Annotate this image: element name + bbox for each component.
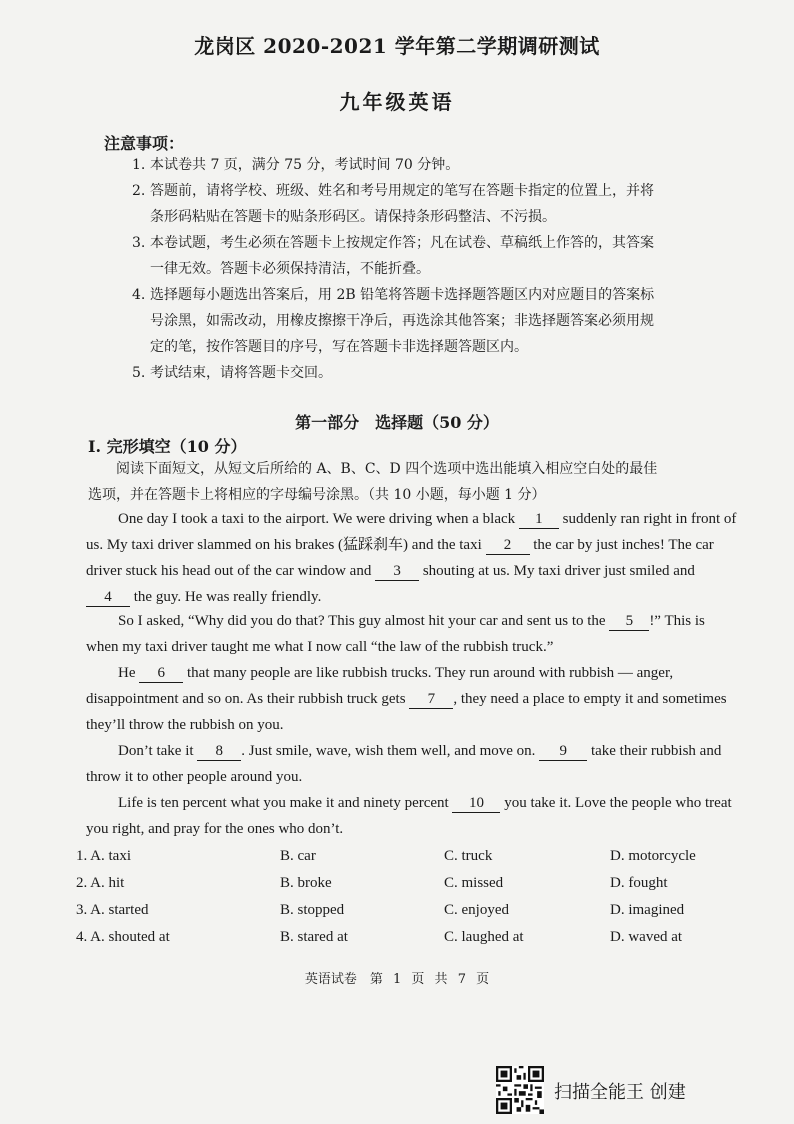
option-c: C. laughed at xyxy=(444,929,524,945)
option-d: D. motorcycle xyxy=(610,848,696,864)
passage-paragraph-5 xyxy=(86,790,738,842)
passage-text: One day I took a taxi to the airport. We were driving when a black xyxy=(118,511,519,527)
passage-text: Don’t take it xyxy=(118,743,198,759)
passage-paragraph-3 xyxy=(86,660,738,738)
notice-item-text: 定的笔，按作答题目的序号，写在答题卡非选择题答题区内。 xyxy=(150,339,528,355)
notice-item-number: 4. xyxy=(132,287,146,303)
passage-paragraph-4 xyxy=(86,738,738,790)
blank-4: 4 xyxy=(86,588,130,607)
blank-9: 9 xyxy=(539,742,587,761)
notice-item-text: 本卷试题，考生必须在答题卡上按规定作答；凡在试卷、草稿纸上作答的，其答案 xyxy=(150,235,654,251)
question-4-options xyxy=(76,929,756,953)
blank-3: 3 xyxy=(375,562,419,581)
blank-6: 6 xyxy=(139,664,183,683)
notice-item-text: 考试结束，请将答题卡交回。 xyxy=(150,365,332,381)
option-c: C. missed xyxy=(444,875,504,891)
question-2-options xyxy=(76,875,756,899)
notice-item-text: 选择题每小题选出答案后，用 2B 铅笔将答题卡选择题答题区内对应题目的答案标 xyxy=(150,287,655,303)
option-c: C. enjoyed xyxy=(444,902,509,918)
notice-item-number: 1. xyxy=(132,157,146,173)
blank-1: 1 xyxy=(519,510,559,529)
notice-item-number: 3. xyxy=(132,235,146,251)
passage-text: the guy. He was really friendly. xyxy=(130,589,322,605)
instructions-line: 阅读下面短文，从短文后所给的 A、B、C、D 四个选项中选出能填入相应空白处的最佳 xyxy=(116,461,658,477)
notice-item-text: 条形码粘贴在答题卡的贴条形码区。请保持条形码整洁、不污损。 xyxy=(150,209,556,225)
notice-item-text: 本试卷共 7 页，满分 75 分，考试时间 70 分钟。 xyxy=(150,157,460,173)
option-a: 4. A. shouted at xyxy=(76,929,170,945)
option-a: 3. A. started xyxy=(76,902,149,918)
option-b: B. stared at xyxy=(280,929,348,945)
notice-item-text: 答题前，请将学校、班级、姓名和考号用规定的笔写在答题卡指定的位置上，并将 xyxy=(150,183,654,199)
passage-text: shouting at us. My taxi driver just smiled and xyxy=(419,563,695,579)
passage-text: suddenly ran right in front of us. My taxi driver slammed on his brakes (猛踩刹车) and the taxi xyxy=(86,511,737,553)
notice-item-text: 一律无效。答题卡必须保持清洁，不能折叠。 xyxy=(150,261,430,277)
option-d: D. imagined xyxy=(610,902,685,918)
passage-text: So I asked, “Why did you do that? This guy almost hit your car and sent us to the xyxy=(118,613,610,629)
blank-7: 7 xyxy=(409,690,453,709)
passage-paragraph-1 xyxy=(86,506,738,610)
scanner-watermark: 扫描全能王 创建 xyxy=(554,1082,686,1103)
passage-text: !” This is when my taxi driver taught me what I now call “the law of the rubbish truck.” xyxy=(86,613,705,655)
option-b: B. car xyxy=(280,848,316,864)
passage-text: you take it. Love the people who treat you right, and pray for the ones who don’t. xyxy=(86,795,732,837)
notice-item-5 xyxy=(132,360,732,386)
notice-item-number: 2. xyxy=(132,183,146,199)
passage-text: . Just smile, wave, wish them well, and move on. xyxy=(241,743,540,759)
blank-2: 2 xyxy=(486,536,530,555)
notice-item-1 xyxy=(132,152,732,178)
notice-item-4 xyxy=(132,282,732,360)
blank-10: 10 xyxy=(452,794,500,813)
blank-8: 8 xyxy=(197,742,241,761)
instructions-line: 选项，并在答题卡上将相应的字母编号涂黑。（共 10 小题，每小题 1 分） xyxy=(88,487,546,503)
page-footer: 英语试卷 第 1 页 共 7 页 xyxy=(304,972,490,987)
option-c: C. truck xyxy=(444,848,493,864)
section-title: 第一部分 选择题（50 分） xyxy=(295,413,499,432)
part-title: I. 完形填空（10 分） xyxy=(88,437,247,456)
passage-text: take their rubbish and throw it to other people around you. xyxy=(86,743,722,785)
option-b: B. broke xyxy=(280,875,332,891)
passage-text: Life is ten percent what you make it and ninety percent xyxy=(118,795,453,811)
exam-title: 龙岗区 2020-2021 学年第二学期调研测试 xyxy=(194,34,600,58)
question-3-options xyxy=(76,902,756,926)
option-a: 2. A. hit xyxy=(76,875,125,891)
notice-item-3 xyxy=(132,230,732,282)
option-d: D. waved at xyxy=(610,929,683,945)
notice-item-text: 号涂黑，如需改动，用橡皮擦擦干净后，再选涂其他答案；非选择题答案必须用规 xyxy=(150,313,654,329)
exam-subject: 九年级英语 xyxy=(339,90,455,114)
option-d: D. fought xyxy=(610,875,668,891)
passage-text: , they need a place to empty it and sometimes they’ll throw the rubbish on you. xyxy=(86,691,727,733)
qr-code-icon xyxy=(496,1066,544,1114)
notice-heading: 注意事项： xyxy=(104,134,185,153)
question-1-options xyxy=(76,848,756,872)
notice-item-2 xyxy=(132,178,732,230)
option-a: 1. A. taxi xyxy=(76,848,131,864)
blank-5: 5 xyxy=(609,612,649,631)
passage-text: the car by just inches! The car driver stuck his head out of the car window and xyxy=(86,537,714,579)
notice-item-number: 5. xyxy=(132,365,146,381)
passage-text: that many people are like rubbish trucks. They run around with rubbish — anger, disappointment and so on. As their rubbish truck gets xyxy=(86,665,674,707)
passage-paragraph-2 xyxy=(86,608,738,660)
option-b: B. stopped xyxy=(280,902,345,918)
passage-text: He xyxy=(118,665,140,681)
